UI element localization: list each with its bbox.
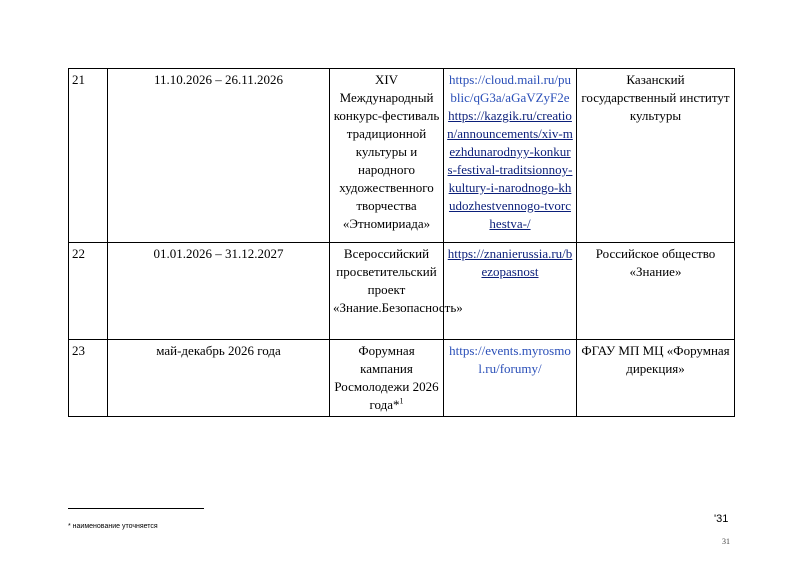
event-links	[444, 340, 577, 417]
event-link[interactable]: https://events.myrosmol.ru/forumy/	[449, 343, 571, 376]
table-row	[69, 340, 735, 417]
footnote-ref: 1	[399, 396, 404, 406]
footnote: * наименование уточняется	[68, 523, 158, 530]
organizer: Российское общество «Знание»	[577, 243, 735, 340]
events-table	[68, 68, 735, 417]
organizer: Казанский государственный институт культуры	[577, 69, 735, 243]
page-mark: '31	[714, 513, 729, 525]
row-number: 21	[69, 69, 108, 243]
event-links	[444, 243, 577, 340]
event-dates: 11.10.2026 – 26.11.2026	[108, 69, 330, 243]
row-number: 22	[69, 243, 108, 340]
event-dates: 01.01.2026 – 31.12.2027	[108, 243, 330, 340]
event-name	[330, 340, 444, 417]
event-name: Всероссийский просветительский проект «Знание.Безопасность»	[330, 243, 444, 340]
event-name-text: Форумная кампания Росмолодежи 2026 года*	[334, 343, 439, 412]
footnote-separator	[68, 508, 204, 509]
event-link[interactable]: https://znanierussia.ru/bezopasnost	[447, 246, 573, 279]
table-row	[69, 243, 735, 340]
row-number: 23	[69, 340, 108, 417]
event-link[interactable]: https://cloud.mail.ru/public/qG3a/aGaVZyF2e	[448, 72, 572, 105]
page-number: 31	[722, 537, 730, 546]
organizer: ФГАУ МП МЦ «Форумная дирекция»	[577, 340, 735, 417]
event-dates: май-декабрь 2026 года	[108, 340, 330, 417]
event-links	[444, 69, 577, 243]
event-link[interactable]: https://kazgik.ru/creation/announcements/xiv-mezhdunarodnyy-konkurs-festival-traditsionnoy-kultury-i-narodnogo-khudozhestvennogo-tvorchestva-/	[447, 108, 573, 231]
table-row	[69, 69, 735, 243]
event-name: XIV Международный конкурс-фестиваль традиционной культуры и народного художественного творчества «Этномириада»	[330, 69, 444, 243]
